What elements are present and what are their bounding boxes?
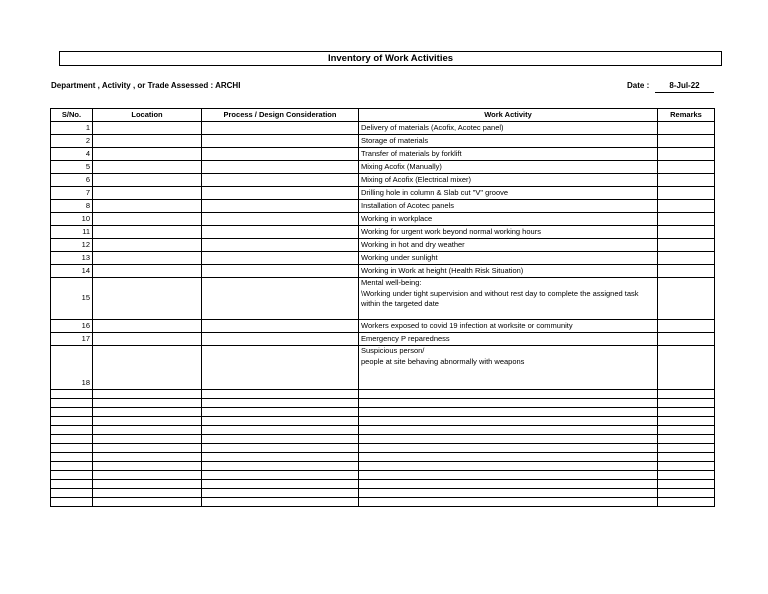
table-row	[51, 161, 715, 174]
table-row	[51, 213, 715, 226]
blank-cell	[93, 399, 202, 408]
blank-cell	[202, 498, 359, 507]
blank-cell	[93, 390, 202, 399]
activity-cell: Transfer of materials by forklift	[359, 148, 658, 161]
blank-cell	[658, 471, 715, 480]
blank-row	[51, 453, 715, 462]
location-cell	[93, 135, 202, 148]
process-cell	[202, 213, 359, 226]
blank-cell	[51, 444, 93, 453]
header-work-activity: Work Activity	[359, 109, 658, 122]
blank-cell	[51, 498, 93, 507]
process-cell	[202, 320, 359, 333]
blank-cell	[658, 480, 715, 489]
table-row	[51, 320, 715, 333]
sno-cell: 10	[51, 213, 93, 226]
blank-cell	[658, 390, 715, 399]
blank-cell	[202, 480, 359, 489]
remarks-cell	[658, 174, 715, 187]
location-cell	[93, 346, 202, 390]
location-cell	[93, 226, 202, 239]
location-cell	[93, 187, 202, 200]
blank-row	[51, 408, 715, 417]
blank-cell	[359, 462, 658, 471]
table-row	[51, 252, 715, 265]
blank-cell	[359, 435, 658, 444]
blank-row	[51, 462, 715, 471]
remarks-cell	[658, 122, 715, 135]
table-row	[51, 265, 715, 278]
remarks-cell	[658, 252, 715, 265]
blank-row	[51, 480, 715, 489]
remarks-cell	[658, 135, 715, 148]
date-value: 8-Jul-22	[655, 81, 714, 93]
blank-cell	[202, 408, 359, 417]
activity-cell: Working in workplace	[359, 213, 658, 226]
sno-cell: 13	[51, 252, 93, 265]
process-cell	[202, 333, 359, 346]
table-row	[51, 333, 715, 346]
process-cell	[202, 161, 359, 174]
blank-cell	[202, 390, 359, 399]
blank-cell	[51, 408, 93, 417]
blank-cell	[93, 480, 202, 489]
process-cell	[202, 148, 359, 161]
blank-cell	[359, 489, 658, 498]
sno-cell: 16	[51, 320, 93, 333]
table-row	[51, 226, 715, 239]
table-row	[51, 148, 715, 161]
sno-cell: 11	[51, 226, 93, 239]
blank-row	[51, 399, 715, 408]
remarks-cell	[658, 265, 715, 278]
location-cell	[93, 239, 202, 252]
blank-cell	[93, 417, 202, 426]
blank-cell	[51, 426, 93, 435]
blank-cell	[658, 453, 715, 462]
table-row	[51, 346, 715, 390]
remarks-cell	[658, 200, 715, 213]
table-row	[51, 122, 715, 135]
blank-cell	[51, 489, 93, 498]
remarks-cell	[658, 346, 715, 390]
blank-cell	[51, 399, 93, 408]
blank-cell	[202, 471, 359, 480]
blank-row	[51, 444, 715, 453]
blank-cell	[359, 444, 658, 453]
table-row	[51, 174, 715, 187]
activity-cell: Delivery of materials (Acofix, Acotec panel)	[359, 122, 658, 135]
blank-cell	[202, 399, 359, 408]
location-cell	[93, 174, 202, 187]
activity-cell: Mixing Acofix (Manually)	[359, 161, 658, 174]
table-row	[51, 187, 715, 200]
activity-cell: Working under sunlight	[359, 252, 658, 265]
remarks-cell	[658, 278, 715, 320]
location-cell	[93, 200, 202, 213]
blank-cell	[93, 453, 202, 462]
blank-cell	[359, 426, 658, 435]
sno-cell: 1	[51, 122, 93, 135]
remarks-cell	[658, 226, 715, 239]
blank-cell	[359, 453, 658, 462]
header-location: Location	[93, 109, 202, 122]
blank-cell	[93, 462, 202, 471]
blank-cell	[359, 399, 658, 408]
blank-cell	[359, 498, 658, 507]
sno-cell: 14	[51, 265, 93, 278]
header-process: Process / Design Consideration	[202, 109, 359, 122]
department-value: ARCHI	[215, 81, 241, 90]
blank-row	[51, 390, 715, 399]
location-cell	[93, 161, 202, 174]
blank-row	[51, 471, 715, 480]
blank-cell	[51, 480, 93, 489]
blank-cell	[359, 408, 658, 417]
blank-cell	[202, 489, 359, 498]
blank-cell	[93, 426, 202, 435]
blank-cell	[359, 480, 658, 489]
sno-cell: 4	[51, 148, 93, 161]
blank-cell	[93, 489, 202, 498]
blank-cell	[202, 453, 359, 462]
blank-cell	[93, 435, 202, 444]
table-row	[51, 239, 715, 252]
blank-row	[51, 498, 715, 507]
process-cell	[202, 226, 359, 239]
blank-cell	[658, 462, 715, 471]
blank-cell	[658, 498, 715, 507]
activity-cell: Emergency P reparedness	[359, 333, 658, 346]
blank-cell	[51, 453, 93, 462]
blank-cell	[51, 435, 93, 444]
process-cell	[202, 174, 359, 187]
remarks-cell	[658, 148, 715, 161]
activity-cell: Suspicious person/ people at site behaving abnormally with weapons	[359, 346, 658, 390]
process-cell	[202, 122, 359, 135]
department-label: Department , Activity , or Trade Assessed :	[51, 81, 214, 90]
location-cell	[93, 278, 202, 320]
sno-cell: 6	[51, 174, 93, 187]
sno-cell: 12	[51, 239, 93, 252]
blank-cell	[93, 471, 202, 480]
sno-cell: 15	[51, 278, 93, 320]
table-header-row	[51, 109, 715, 122]
blank-row	[51, 489, 715, 498]
location-cell	[93, 148, 202, 161]
activity-cell: Mental well-being: \Working under tight supervision and without rest day to complete the assigned task within the targeted date	[359, 278, 658, 320]
location-cell	[93, 333, 202, 346]
blank-row	[51, 426, 715, 435]
blank-cell	[51, 462, 93, 471]
location-cell	[93, 122, 202, 135]
blank-cell	[658, 435, 715, 444]
activity-cell: Drilling hole in column & Slab cut "V" groove	[359, 187, 658, 200]
blank-row	[51, 435, 715, 444]
blank-cell	[202, 417, 359, 426]
sno-cell: 2	[51, 135, 93, 148]
blank-cell	[658, 417, 715, 426]
blank-cell	[93, 408, 202, 417]
blank-cell	[202, 462, 359, 471]
blank-cell	[202, 426, 359, 435]
activity-cell: Working in Work at height (Health Risk Situation)	[359, 265, 658, 278]
blank-cell	[658, 489, 715, 498]
activity-cell: Working for urgent work beyond normal working hours	[359, 226, 658, 239]
blank-cell	[359, 471, 658, 480]
remarks-cell	[658, 187, 715, 200]
location-cell	[93, 320, 202, 333]
sno-cell: 18	[51, 346, 93, 390]
process-cell	[202, 346, 359, 390]
blank-cell	[51, 417, 93, 426]
blank-cell	[658, 399, 715, 408]
process-cell	[202, 135, 359, 148]
date-label: Date :	[627, 81, 650, 90]
remarks-cell	[658, 213, 715, 226]
sno-cell: 5	[51, 161, 93, 174]
blank-cell	[658, 444, 715, 453]
department-line	[51, 81, 240, 90]
activity-cell: Installation of Acotec panels	[359, 200, 658, 213]
blank-cell	[93, 498, 202, 507]
activity-cell: Workers exposed to covid 19 infection at worksite or community	[359, 320, 658, 333]
blank-cell	[658, 426, 715, 435]
process-cell	[202, 278, 359, 320]
process-cell	[202, 252, 359, 265]
activity-cell: Storage of materials	[359, 135, 658, 148]
blank-row	[51, 417, 715, 426]
blank-cell	[359, 390, 658, 399]
activity-cell: Mixing of Acofix (Electrical mixer)	[359, 174, 658, 187]
location-cell	[93, 265, 202, 278]
activity-cell: Working in hot and dry weather	[359, 239, 658, 252]
blank-cell	[51, 471, 93, 480]
form-title: Inventory of Work Activities	[59, 51, 722, 66]
process-cell	[202, 239, 359, 252]
sno-cell: 8	[51, 200, 93, 213]
table-row	[51, 135, 715, 148]
process-cell	[202, 200, 359, 213]
remarks-cell	[658, 333, 715, 346]
header-sno: S/No.	[51, 109, 93, 122]
activities-table	[50, 108, 715, 507]
table-row	[51, 200, 715, 213]
remarks-cell	[658, 161, 715, 174]
remarks-cell	[658, 239, 715, 252]
remarks-cell	[658, 320, 715, 333]
blank-cell	[202, 435, 359, 444]
blank-cell	[202, 444, 359, 453]
blank-cell	[93, 444, 202, 453]
sno-cell: 7	[51, 187, 93, 200]
blank-cell	[51, 390, 93, 399]
blank-cell	[359, 417, 658, 426]
location-cell	[93, 252, 202, 265]
sno-cell: 17	[51, 333, 93, 346]
table-row	[51, 278, 715, 320]
location-cell	[93, 213, 202, 226]
process-cell	[202, 187, 359, 200]
process-cell	[202, 265, 359, 278]
blank-cell	[658, 408, 715, 417]
header-remarks: Remarks	[658, 109, 715, 122]
